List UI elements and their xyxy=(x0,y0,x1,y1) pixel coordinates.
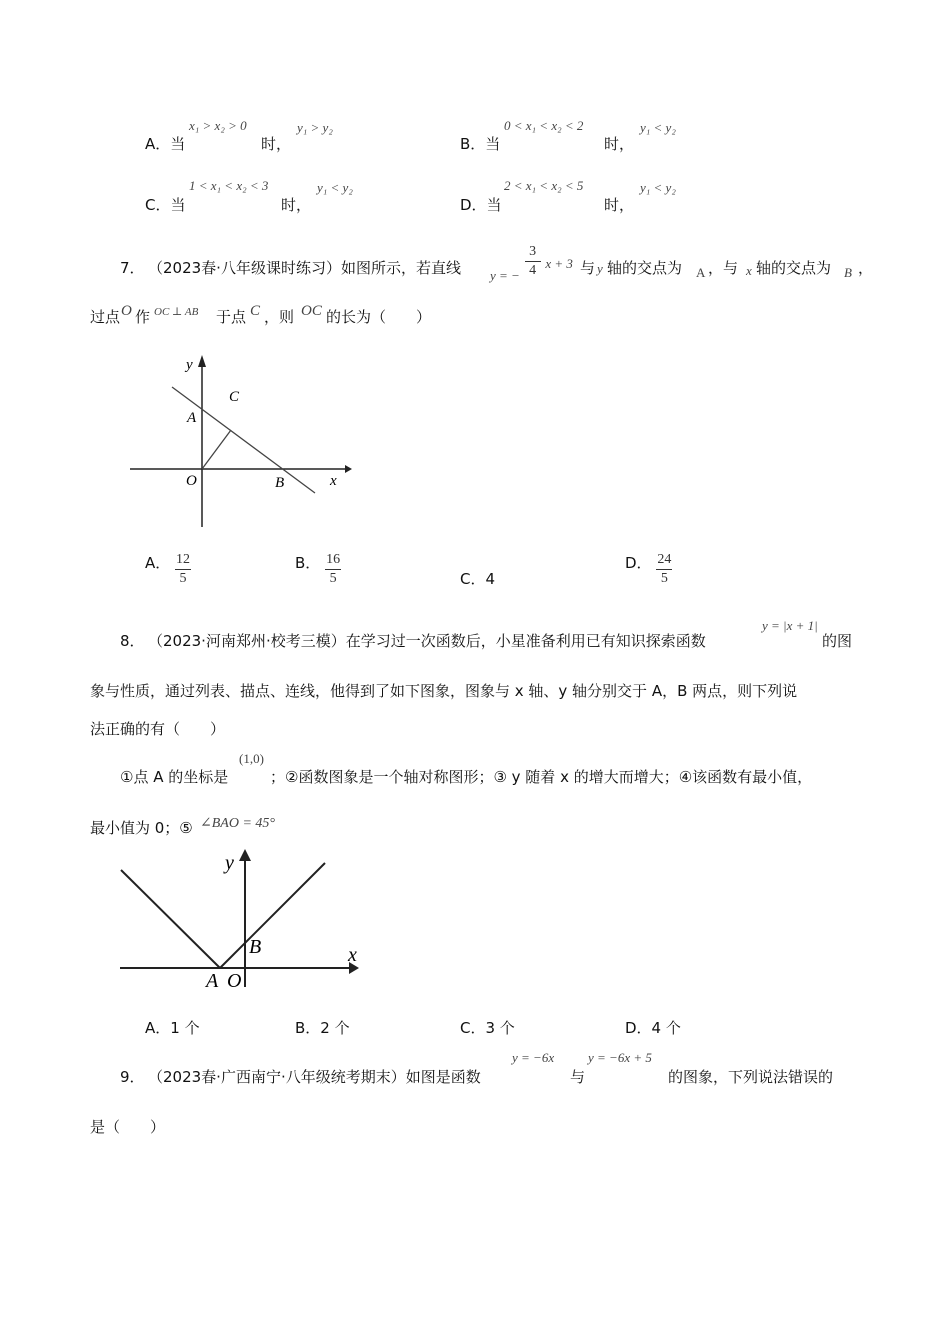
q7-perpendicular: OC ⊥ AB xyxy=(154,306,199,318)
q9-function-2: y = −6x + 5 xyxy=(588,1050,652,1065)
q8-figure xyxy=(115,845,375,995)
q8-function: y = |x + 1| xyxy=(762,618,818,633)
q9-text-and: 与 xyxy=(570,1068,586,1086)
q7-stem xyxy=(90,243,890,333)
q7-var-o: O xyxy=(121,303,132,319)
q8-source-text: （2023·河南郑州·校考三模）在学习过一次函数后，小星准备利用已有知识探索函数 xyxy=(148,632,706,650)
q7-var-oc: OC xyxy=(301,303,322,319)
q6-option-d-label: D．当 xyxy=(460,196,502,214)
q9-number: 9． xyxy=(120,1068,145,1086)
q8-option-a[interactable]: A．1 个 xyxy=(145,1019,200,1037)
q6-option-d-result: y₁ < y₂ xyxy=(640,180,676,195)
q7-text-comma: ， xyxy=(858,259,874,277)
q7-option-d-fraction: $\frac{24}{5}$ xyxy=(657,552,672,586)
q8-statement-1: ①点 A 的坐标是 xyxy=(120,768,229,786)
q9-line2: 是（ ） xyxy=(90,1118,166,1136)
q7-label-x: x xyxy=(330,473,337,489)
q6-option-b-condition: 0 < x₁ < x₂ < 2 xyxy=(504,118,584,133)
q8-line2: 象与性质，通过列表、描点、连线，他得到了如下图象，图象与 x 轴、y 轴分别交于 A，B 两点，则下列说 xyxy=(90,682,798,700)
q7-option-d[interactable] xyxy=(625,551,672,588)
q7-text-through: 过点 xyxy=(90,308,121,326)
q7-text-axis-intersect: 轴的交点为 xyxy=(607,259,683,277)
q6-option-d-when: 时， xyxy=(604,196,635,214)
q8-graph-left xyxy=(121,870,220,968)
q7-option-c[interactable]: C．4 xyxy=(460,570,496,588)
q7-text-at-point: 于点 xyxy=(216,308,247,326)
q9-tail-text: 的图象，下列说法错误的 xyxy=(668,1068,834,1086)
q8-y-arrow-icon xyxy=(239,849,251,861)
q7-label-c: C xyxy=(229,389,240,405)
q8-option-d[interactable]: D．4 个 xyxy=(625,1019,681,1037)
q7-number: 7． xyxy=(120,259,145,277)
q8-min-value: 最小值为 0；⑤ xyxy=(90,819,193,837)
q6-option-a-label: A．当 xyxy=(145,135,186,153)
q6-option-a-result: y₁ > y₂ xyxy=(297,120,333,135)
q8-label-o: O xyxy=(227,970,242,992)
q8-angle: ∠BAO = 45° xyxy=(200,816,275,831)
q7-label-o: O xyxy=(186,473,197,489)
q7-text-axis-intersect-2: 轴的交点为 xyxy=(756,259,832,277)
q8-graph-right xyxy=(220,863,325,968)
q7-segment-oc xyxy=(202,430,231,469)
q8-option-b[interactable]: B．2 个 xyxy=(295,1019,350,1037)
q6-option-b-result: y₁ < y₂ xyxy=(640,120,676,135)
q8-label-b: B xyxy=(249,936,262,958)
q7-var-x: x xyxy=(746,263,752,278)
q7-option-b[interactable] xyxy=(295,551,341,588)
q7-var-a: A xyxy=(696,265,706,280)
q7-figure xyxy=(120,345,360,535)
q8-label-y: y xyxy=(225,852,234,874)
q7-option-d-label: D． xyxy=(625,554,652,572)
q6-option-a-condition: x₁ > x₂ > 0 xyxy=(189,118,247,133)
q7-text-draw: 作 xyxy=(135,308,151,326)
q6-option-b-when: 时， xyxy=(604,135,635,153)
q8-number: 8． xyxy=(120,632,145,650)
q8-option-c[interactable]: C．3 个 xyxy=(460,1019,515,1037)
q7-label-b: B xyxy=(275,475,285,491)
q6-option-c-label: C．当 xyxy=(145,196,186,214)
q6-option-c-when: 时， xyxy=(281,196,312,214)
q8-line3: 法正确的有（ ） xyxy=(90,720,226,738)
q8-statements-2-4: ；②函数图象是一个轴对称图形；③ y 随着 x 的增大而增大；④该函数有最小值， xyxy=(270,768,813,786)
q7-text-and: 与 xyxy=(580,259,596,277)
q8-coordinate: (1,0) xyxy=(239,751,264,766)
q7-var-b: B xyxy=(844,265,852,280)
q6-option-b-label: B．当 xyxy=(460,135,501,153)
q7-text-then: ，则 xyxy=(264,308,295,326)
q7-source-text: （2023春·八年级课时练习）如图所示，若直线 xyxy=(148,259,461,277)
q7-option-b-label: B． xyxy=(295,554,321,572)
q7-option-b-fraction: $\frac{16}{5}$ xyxy=(326,552,341,586)
q7-option-a[interactable] xyxy=(145,551,191,588)
q6-option-c-result: y₁ < y₂ xyxy=(317,180,353,195)
q7-text-length: 的长为（ ） xyxy=(326,308,432,326)
q7-x-arrow-icon xyxy=(345,465,352,473)
q7-line-equation: y = − $\frac{3}{4}$ x + 3 xyxy=(490,244,573,283)
q7-option-a-label: A． xyxy=(145,554,171,572)
q9-function-1: y = −6x xyxy=(512,1050,555,1065)
q9-source-text: （2023春·广西南宁·八年级统考期末）如图是函数 xyxy=(148,1068,481,1086)
q8-label-a: A xyxy=(206,970,219,992)
q7-label-y: y xyxy=(186,357,193,373)
q8-tail-text: 的图 xyxy=(822,632,853,650)
q7-label-a: A xyxy=(187,410,197,426)
q7-var-c: C xyxy=(250,303,261,319)
q6-option-c-condition: 1 < x₁ < x₂ < 3 xyxy=(189,178,269,193)
q7-var-y: y xyxy=(597,261,603,276)
q7-option-a-fraction: $\frac{12}{5}$ xyxy=(176,552,191,586)
q7-text-with: ，与 xyxy=(708,259,739,277)
q8-label-x: x xyxy=(348,944,357,966)
q6-option-d-condition: 2 < x₁ < x₂ < 5 xyxy=(504,178,584,193)
q6-option-a-when: 时， xyxy=(261,135,292,153)
q7-y-arrow-icon xyxy=(198,355,206,367)
